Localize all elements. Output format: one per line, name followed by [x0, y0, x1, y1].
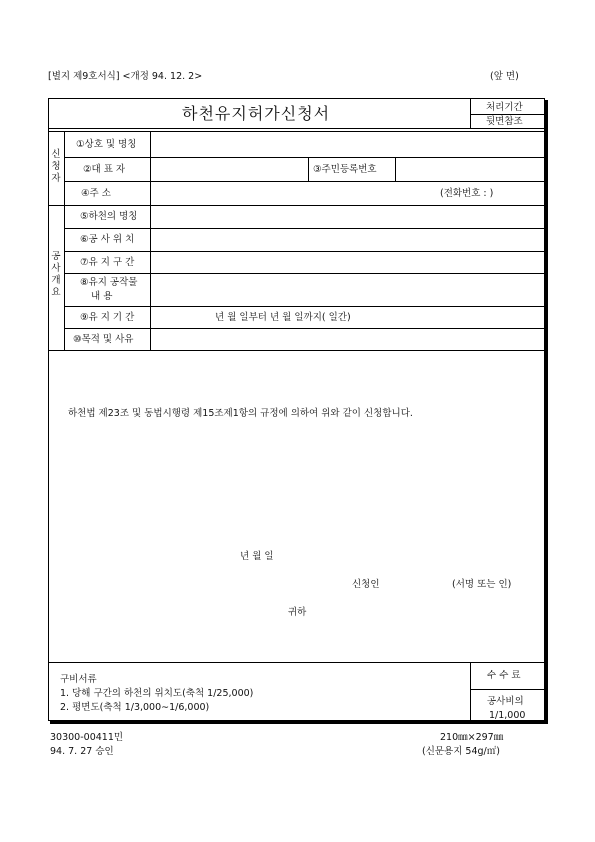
rule-row-8 [64, 306, 545, 307]
paper-size: 210㎜×297㎜ [440, 732, 504, 743]
river-name-field[interactable] [152, 207, 542, 227]
rule-row-1 [64, 157, 545, 158]
maintain-period-value[interactable]: 년 월 일부터 년 월 일까지( 일간) [215, 312, 351, 323]
form-reference: [별지 제9호서식] <개정 94. 12. 2> [48, 71, 203, 82]
addressee-label: 귀하 [288, 607, 307, 618]
maintain-period-label: ⑨유 지 기 간 [80, 312, 135, 323]
representative-field[interactable] [152, 159, 306, 179]
maintain-section-label: ⑦유 지 구 간 [80, 257, 135, 268]
signature-label: (서명 또는 인) [452, 579, 512, 590]
fee-line-1: 공사비의 [487, 696, 524, 707]
structure-content-label: ⑧유지 공작물 [80, 277, 138, 288]
works-group-label: 공 사 개 요 [51, 251, 61, 298]
rule-resident-right [395, 157, 396, 181]
resident-number-field[interactable] [397, 159, 543, 179]
resident-number-label: ③주민등록번호 [313, 164, 377, 175]
see-back-note: 뒷면참조 [486, 116, 523, 127]
trade-name-field[interactable] [152, 133, 542, 155]
frame-shadow-bottom [50, 721, 548, 724]
phone-label: (전화번호 : ) [440, 188, 494, 199]
rule-label-col [150, 131, 151, 350]
structure-content-label-2: 내 용 [91, 291, 113, 302]
attachments-heading: 구비서류 [60, 674, 97, 685]
address-field[interactable] [152, 183, 432, 203]
representative-label: ②대 표 자 [83, 164, 126, 175]
rule-group-col [64, 131, 65, 350]
declaration-text: 하천법 제23조 및 동법시행령 제15조제1항의 규정에 의하여 위와 같이 신청합니다. [68, 408, 413, 419]
rule-body [48, 350, 545, 351]
processing-period-label: 처리기간 [486, 102, 523, 113]
maintain-section-field[interactable] [152, 253, 542, 272]
rule-title [48, 128, 545, 129]
attachment-item-2: 2. 평면도(축척 1/3,000∼1/6,000) [60, 702, 210, 713]
date-line[interactable]: 년 월 일 [240, 551, 274, 562]
form-code: 30300-00411민 [50, 732, 124, 743]
fee-label: 수 수 료 [487, 670, 521, 681]
rule-title-double [48, 131, 545, 132]
approval-date: 94. 7. 27 승인 [50, 746, 114, 757]
rule-resident-left [308, 157, 309, 181]
trade-name-label: ①상호 및 명칭 [76, 139, 137, 150]
rule-processing-left [470, 98, 471, 128]
structure-content-field[interactable] [152, 275, 542, 305]
rule-row-9 [64, 328, 545, 329]
river-name-label: ⑤하천의 명칭 [80, 211, 138, 222]
page-side-label: (앞 면) [490, 71, 519, 82]
rule-fee-left [470, 662, 471, 721]
rule-group [48, 205, 545, 206]
rule-row-2 [64, 181, 545, 182]
work-location-label: ⑥공 사 위 치 [80, 234, 135, 245]
purpose-field[interactable] [152, 330, 542, 349]
form-title: 하천유지허가신청서 [182, 104, 331, 123]
rule-processing [470, 114, 545, 115]
work-location-field[interactable] [152, 230, 542, 250]
rule-row-6 [64, 251, 545, 252]
applicant-label: 신청인 [352, 579, 380, 590]
rule-row-7 [64, 273, 545, 274]
frame-shadow-right [545, 100, 548, 723]
fee-line-2: 1/1,000 [489, 710, 526, 721]
address-label: ④주 소 [81, 188, 111, 199]
rule-row-5 [64, 228, 545, 229]
paper-type: (신문용지 54g/㎡) [422, 746, 500, 757]
rule-fee [470, 689, 545, 690]
attachment-item-1: 1. 당해 구간의 하천의 위치도(축척 1/25,000) [60, 688, 254, 699]
applicant-group-label: 신 청 자 [51, 149, 61, 184]
purpose-label: ⑩목적 및 사유 [73, 334, 134, 345]
